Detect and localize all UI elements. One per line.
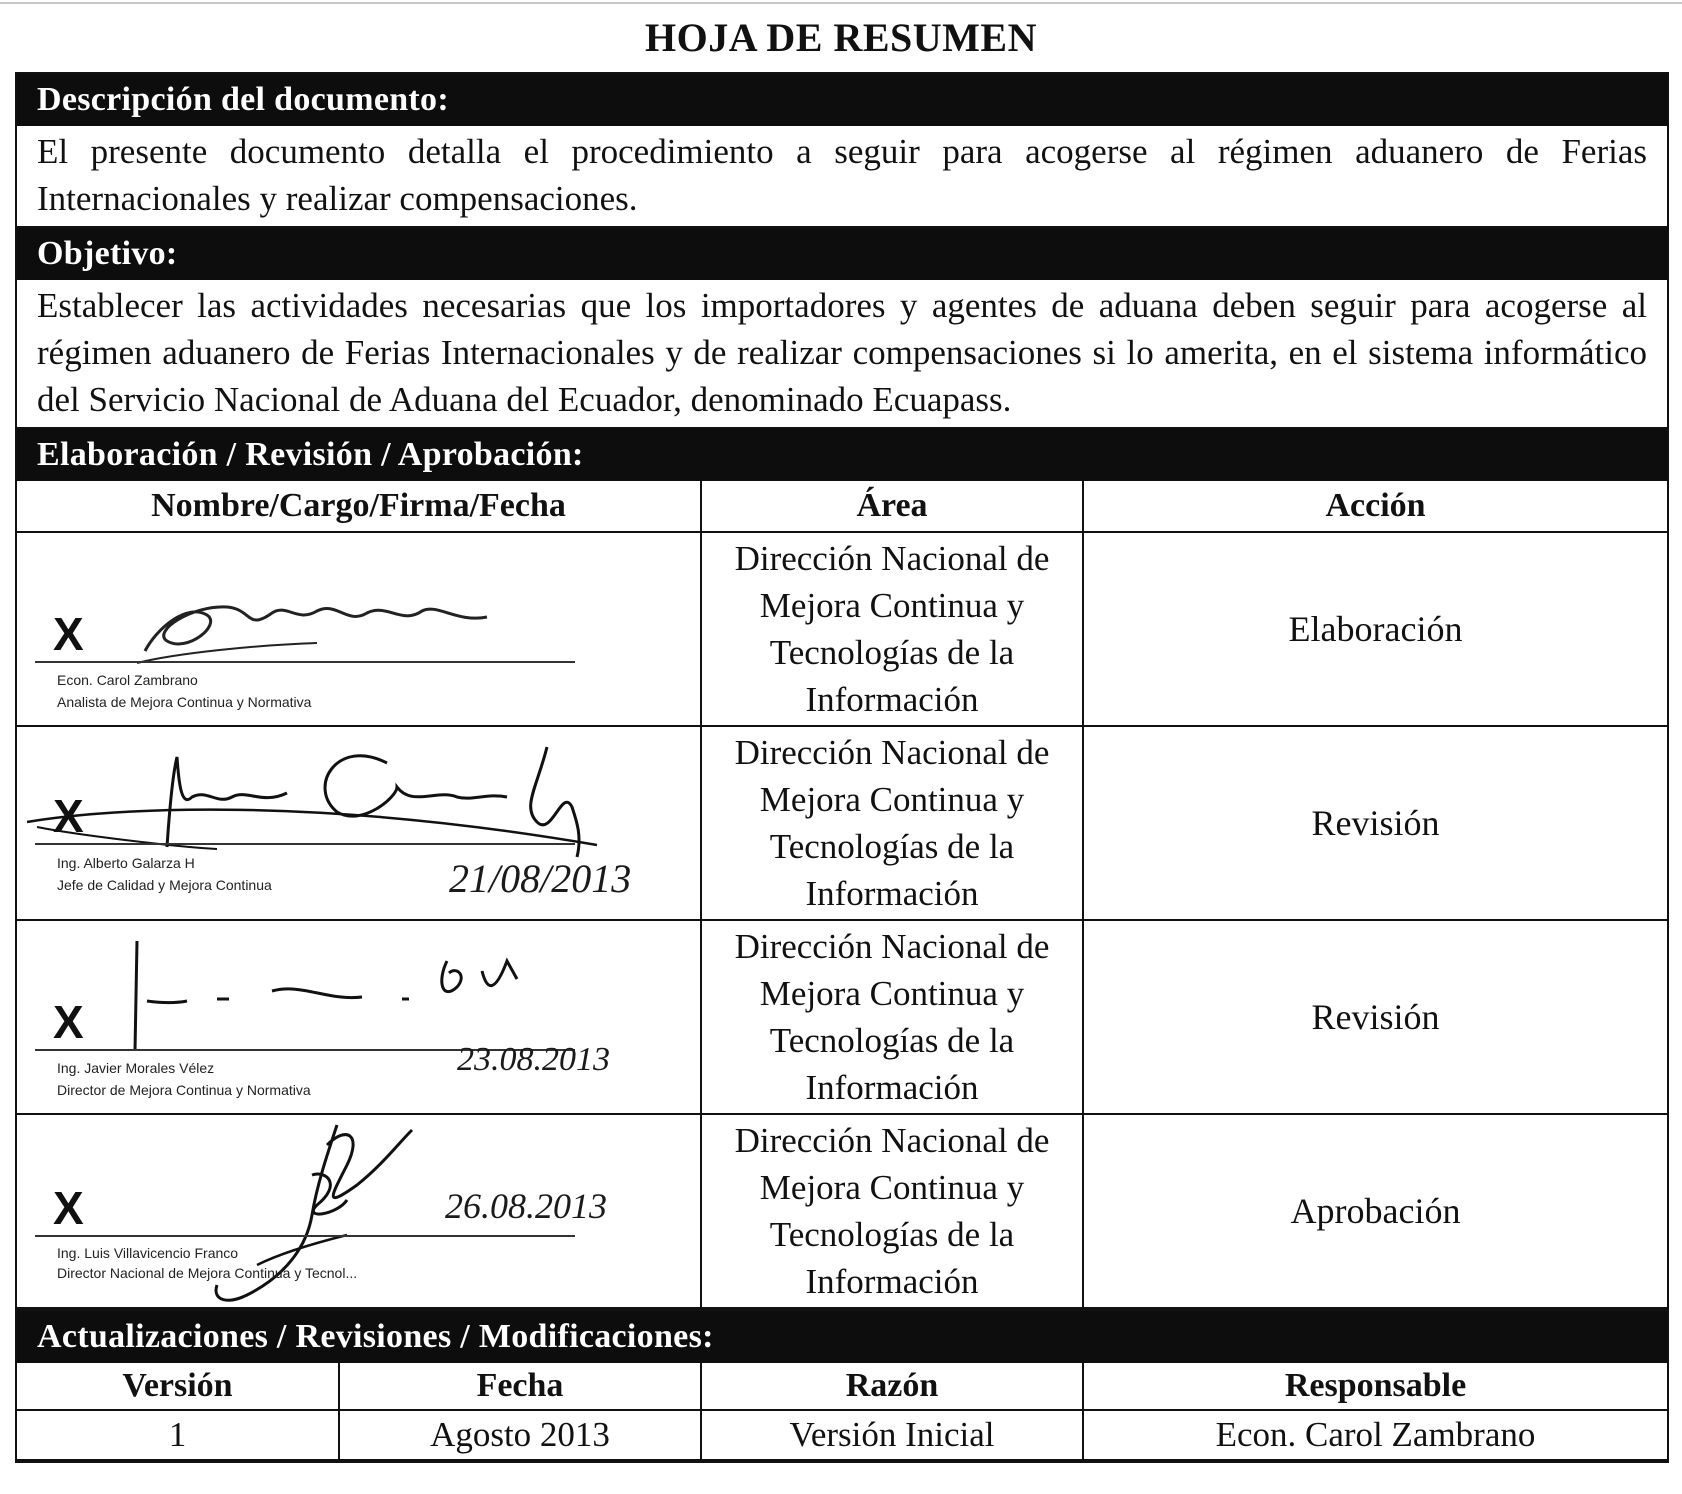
column-header-version: Versión	[17, 1363, 339, 1410]
area-cell: Dirección Nacional de Mejora Continua y Tecnologías de la Información	[701, 532, 1083, 726]
area-cell: Dirección Nacional de Mejora Continua y Tecnologías de la Información	[701, 726, 1083, 920]
signer-role: Jefe de Calidad y Mejora Continua	[57, 877, 272, 893]
objective-heading: Objetivo:	[17, 228, 1667, 280]
signer-name: Ing. Javier Morales Vélez	[57, 1060, 215, 1076]
signature-cell	[17, 1114, 701, 1308]
approval-heading: Elaboración / Revisión / Aprobación:	[17, 429, 1667, 481]
action-cell: Revisión	[1083, 920, 1667, 1114]
table-row	[17, 1410, 1667, 1460]
signature-mark: X	[53, 996, 84, 1048]
signature-line	[35, 843, 575, 845]
action-cell: Elaboración	[1083, 532, 1667, 726]
action-cell: Aprobación	[1083, 1114, 1667, 1308]
description-heading: Descripción del documento:	[17, 74, 1667, 126]
signature-date: 23.08.2013	[457, 1041, 610, 1078]
signer-name: Econ. Carol Zambrano	[57, 672, 198, 688]
signer-role: Director de Mejora Continua y Normativa	[57, 1082, 311, 1098]
signature-date: 26.08.2013	[445, 1186, 607, 1226]
approval-header-row	[17, 481, 1667, 532]
column-header-reason: Razón	[701, 1363, 1083, 1410]
updates-heading: Actualizaciones / Revisiones / Modificaciones:	[17, 1309, 1667, 1363]
signature-line	[35, 661, 575, 663]
summary-sheet	[15, 72, 1669, 1463]
reason-cell: Versión Inicial	[701, 1410, 1083, 1460]
version-cell: 1	[17, 1410, 339, 1460]
approval-table	[17, 481, 1667, 1309]
signer-name: Ing. Alberto Galarza H	[57, 855, 195, 871]
column-header-responsible: Responsable	[1083, 1363, 1667, 1410]
table-row	[17, 920, 1667, 1114]
signer-role: Director Nacional de Mejora Continua y Tecnol...	[57, 1265, 358, 1281]
table-row	[17, 726, 1667, 920]
signature-cell	[17, 532, 701, 726]
action-cell: Revisión	[1083, 726, 1667, 920]
column-header-date: Fecha	[339, 1363, 701, 1410]
responsible-cell: Econ. Carol Zambrano	[1083, 1410, 1667, 1460]
signer-name: Ing. Luis Villavicencio Franco	[57, 1245, 239, 1261]
page-title: HOJA DE RESUMEN	[645, 15, 1037, 60]
top-rule	[0, 2, 1682, 4]
table-row	[17, 532, 1667, 726]
signature-mark: X	[53, 1182, 84, 1234]
area-cell: Dirección Nacional de Mejora Continua y Tecnologías de la Información	[701, 920, 1083, 1114]
column-header-area: Área	[701, 481, 1083, 532]
signature-cell	[17, 920, 701, 1114]
column-header-name: Nombre/Cargo/Firma/Fecha	[17, 481, 701, 532]
column-header-action: Acción	[1083, 481, 1667, 532]
signer-role: Analista de Mejora Continua y Normativa	[57, 694, 312, 710]
signature-mark: X	[53, 790, 84, 842]
updates-table	[17, 1363, 1667, 1461]
description-text: El presente documento detalla el procedimiento a seguir para acogerse al régimen aduanero de Ferias Internacionales y realizar compensaciones.	[17, 126, 1667, 228]
signature-line	[35, 1235, 575, 1237]
objective-text: Establecer las actividades necesarias que los importadores y agentes de aduana deben seguir para acogerse al régimen aduanero de Ferias Internacionales y de realizar compensaciones si lo amerita, en el sistema informático del Servicio Nacional de Aduana del Ecuador, denominado Ecuapass.	[17, 280, 1667, 429]
signature-mark: X	[53, 608, 84, 660]
area-cell: Dirección Nacional de Mejora Continua y Tecnologías de la Información	[701, 1114, 1083, 1308]
signature-cell	[17, 726, 701, 920]
date-cell: Agosto 2013	[339, 1410, 701, 1460]
signature-date: 21/08/2013	[449, 856, 632, 901]
updates-header-row	[17, 1363, 1667, 1410]
table-row	[17, 1114, 1667, 1308]
